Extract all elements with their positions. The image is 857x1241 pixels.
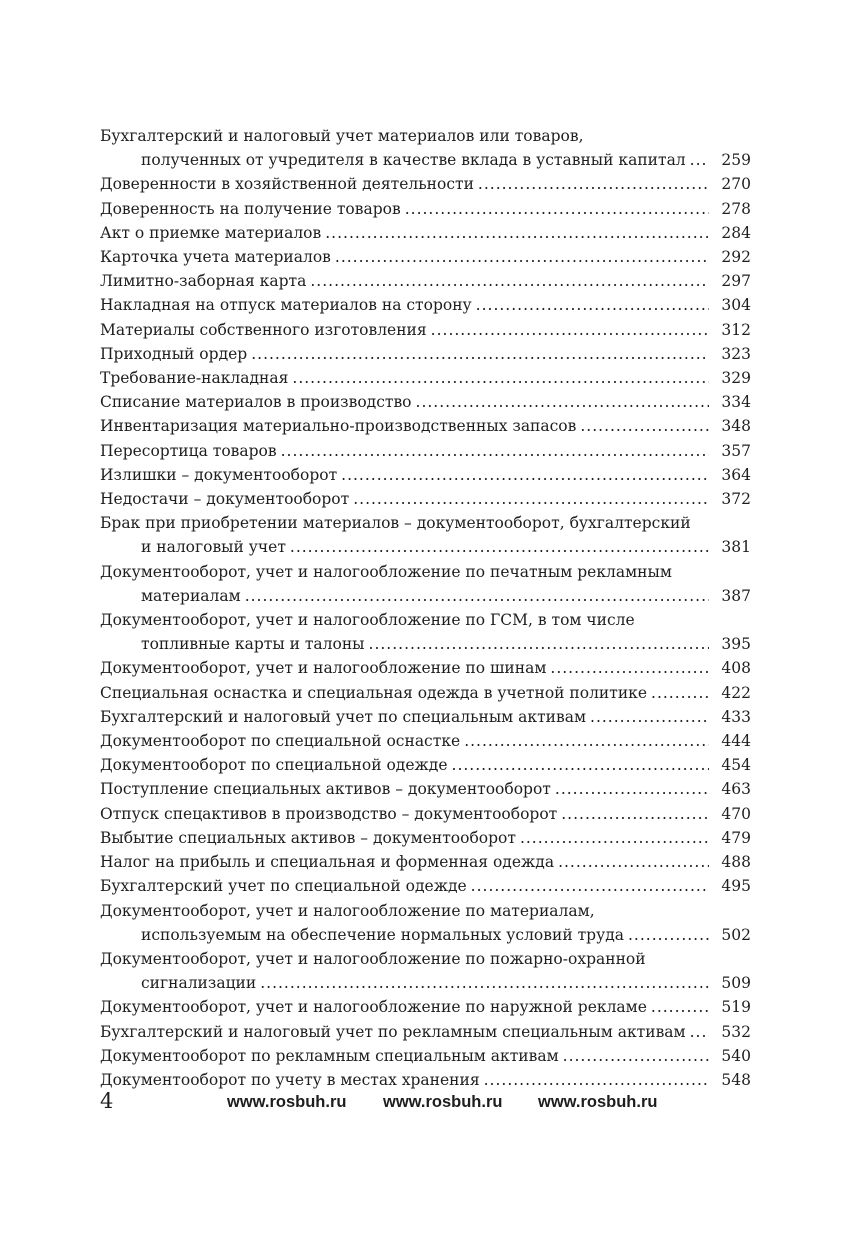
toc-page-number: 488	[721, 853, 751, 872]
toc-entry-line	[100, 439, 751, 463]
toc-entry[interactable]	[100, 390, 751, 414]
toc-entry[interactable]	[100, 874, 751, 898]
toc-entry[interactable]	[100, 487, 751, 511]
dot-leader	[464, 729, 709, 753]
toc-entry-line	[100, 681, 751, 705]
dot-leader	[690, 1020, 709, 1044]
toc-entry[interactable]	[100, 269, 751, 293]
dot-leader	[561, 802, 709, 826]
toc-entry-title: Накладная на отпуск материалов на сторону	[100, 296, 472, 315]
toc-entry-title: Выбытие специальных активов – документооборот	[100, 828, 516, 847]
toc-entry-title: Доверенность на получение товаров	[100, 199, 401, 218]
toc-entry[interactable]	[100, 414, 751, 438]
toc-page-number: 334	[721, 393, 751, 412]
dot-leader	[281, 439, 709, 463]
toc-entry[interactable]	[100, 681, 751, 705]
toc-entry-line	[100, 197, 751, 221]
dot-leader	[290, 535, 709, 559]
dot-leader	[325, 221, 709, 245]
toc-entry-title: и налоговый учет	[141, 538, 286, 557]
toc-entry-title: Документооборот по специальной оснастке	[100, 732, 461, 751]
toc-entry-title: Бухгалтерский учет по специальной одежде	[100, 877, 467, 896]
toc-page-number: 387	[721, 586, 751, 605]
toc-entry[interactable]	[100, 656, 751, 680]
toc-page-number: 292	[721, 248, 751, 267]
toc-entry-line	[100, 802, 751, 826]
toc-entry-line	[100, 995, 751, 1019]
toc-entry-line	[100, 245, 751, 269]
toc-entry[interactable]	[100, 705, 751, 729]
dot-leader	[341, 463, 709, 487]
toc-entry-title: Акт о приемке материалов	[100, 223, 322, 242]
toc-entry[interactable]	[100, 753, 751, 777]
dot-leader	[478, 172, 709, 196]
toc-entry-line	[100, 511, 751, 535]
toc-entry-line	[100, 221, 751, 245]
toc-entry-title: используемым на обеспечение нормальных условий труда	[141, 925, 624, 944]
dot-leader	[651, 681, 709, 705]
toc-entry[interactable]	[100, 366, 751, 390]
toc-entry-line	[100, 971, 751, 995]
toc-entry-title: Поступление специальных активов – документооборот	[100, 780, 551, 799]
toc-entry[interactable]	[100, 1020, 751, 1044]
toc-entry-line	[100, 366, 751, 390]
toc-entry-title: топливные карты и талоны	[141, 635, 365, 654]
toc-entry-line	[100, 148, 751, 172]
dot-leader	[245, 584, 709, 608]
toc-page-number: 297	[721, 272, 751, 291]
toc-page-number: 408	[721, 659, 751, 678]
toc-entry[interactable]	[100, 777, 751, 801]
toc-entry-line	[100, 342, 751, 366]
toc-entry[interactable]	[100, 899, 751, 947]
toc-entry-title: Документооборот, учет и налогообложение по наружной рекламе	[100, 998, 647, 1017]
toc-entry-title: Налог на прибыль и специальная и форменная одежда	[100, 853, 555, 872]
toc-entry-title: Приходный ордер	[100, 344, 248, 363]
dot-leader	[690, 148, 709, 172]
toc-entry[interactable]	[100, 221, 751, 245]
dot-leader	[431, 318, 709, 342]
toc-entry-title: Инвентаризация материально-производственных запасов	[100, 417, 577, 436]
toc-page-number: 479	[721, 828, 751, 847]
toc-page-number: 259	[721, 151, 751, 170]
dot-leader	[335, 245, 709, 269]
toc-page-number: 357	[721, 441, 751, 460]
dot-leader	[563, 1044, 709, 1068]
toc-entry-title: Документооборот по специальной одежде	[100, 756, 448, 775]
toc-entry-line	[100, 1044, 751, 1068]
toc-page-number: 348	[721, 417, 751, 436]
toc-entry[interactable]	[100, 947, 751, 995]
toc-entry-line	[100, 487, 751, 511]
toc-entry-line	[100, 729, 751, 753]
toc-entry-line	[100, 923, 751, 947]
dot-leader	[520, 826, 709, 850]
dot-leader	[476, 293, 709, 317]
toc-entry-line	[100, 1020, 751, 1044]
dot-leader	[550, 656, 709, 680]
toc-entry-line	[100, 705, 751, 729]
toc-entry-line	[100, 899, 751, 923]
toc-page-number: 312	[721, 320, 751, 339]
toc-entry-title: Пересортица товаров	[100, 441, 277, 460]
toc-entry-line	[100, 172, 751, 196]
toc-page-number: 323	[721, 344, 751, 363]
toc-entry[interactable]	[100, 318, 751, 342]
toc-entry[interactable]	[100, 802, 751, 826]
toc-entry-title: полученных от учредителя в качестве вклада в уставный капитал	[141, 151, 686, 170]
toc-entry-title: Документооборот, учет и налогообложение по пожарно-охранной	[100, 949, 646, 968]
dot-leader	[405, 197, 709, 221]
toc-entry-line	[100, 124, 751, 148]
toc-entry-title: Списание материалов в производство	[100, 393, 412, 412]
table-of-contents	[100, 124, 751, 1092]
toc-entry[interactable]	[100, 293, 751, 317]
toc-page-number: 502	[721, 925, 751, 944]
toc-page-number: 364	[721, 465, 751, 484]
toc-entry-title: Документооборот, учет и налогообложение по ГСМ, в том числе	[100, 611, 635, 630]
toc-entry-title: Документооборот, учет и налогообложение по материалам,	[100, 901, 595, 920]
dot-leader	[580, 414, 709, 438]
toc-page-number: 470	[721, 804, 751, 823]
toc-entry[interactable]	[100, 245, 751, 269]
toc-entry[interactable]	[100, 197, 751, 221]
toc-entry-line	[100, 656, 751, 680]
toc-page-number: 532	[721, 1022, 751, 1041]
dot-leader	[310, 269, 709, 293]
toc-entry[interactable]	[100, 995, 751, 1019]
toc-entry-title: Брак при приобретении материалов – документооборот, бухгалтерский	[100, 514, 691, 533]
toc-entry[interactable]	[100, 850, 751, 874]
toc-entry-title: Карточка учета материалов	[100, 248, 331, 267]
toc-entry-line	[100, 463, 751, 487]
toc-page-number: 284	[721, 223, 751, 242]
toc-entry-line	[100, 826, 751, 850]
toc-entry-line	[100, 632, 751, 656]
toc-entry-title: Недостачи – документооборот	[100, 490, 350, 509]
dot-leader	[292, 366, 709, 390]
dot-leader	[555, 777, 709, 801]
toc-entry-title: Доверенности в хозяйственной деятельности	[100, 175, 474, 194]
toc-entry[interactable]	[100, 608, 751, 656]
footer-url[interactable]: www.rosbuh.ru	[538, 1093, 658, 1111]
toc-entry-title: Материалы собственного изготовления	[100, 320, 427, 339]
toc-page-number: 509	[721, 974, 751, 993]
toc-entry-line	[100, 390, 751, 414]
dot-leader	[251, 342, 709, 366]
toc-entry-line	[100, 874, 751, 898]
toc-entry[interactable]	[100, 511, 751, 559]
toc-entry-line	[100, 318, 751, 342]
dot-leader	[416, 390, 709, 414]
toc-entry-line	[100, 753, 751, 777]
toc-entry-title: Лимитно-заборная карта	[100, 272, 307, 291]
toc-page-number: 454	[721, 756, 751, 775]
footer-url[interactable]: www.rosbuh.ru	[383, 1093, 503, 1111]
toc-entry[interactable]	[100, 1044, 751, 1068]
toc-entry[interactable]	[100, 463, 751, 487]
toc-entry-title: Документооборот, учет и налогообложение по печатным рекламным	[100, 562, 672, 581]
dot-leader	[590, 705, 709, 729]
dot-leader	[651, 995, 709, 1019]
toc-entry[interactable]	[100, 124, 751, 172]
toc-page-number: 540	[721, 1046, 751, 1065]
toc-page-number: 422	[721, 683, 751, 702]
toc-entry-title: Бухгалтерский и налоговый учет по рекламным специальным активам	[100, 1022, 686, 1041]
page-number: 4	[100, 1089, 114, 1113]
page-footer	[100, 1089, 751, 1119]
toc-entry-title: Излишки – документооборот	[100, 465, 338, 484]
toc-page-number: 463	[721, 780, 751, 799]
toc-entry-title: материалам	[141, 586, 241, 605]
toc-entry-title: Документооборот, учет и налогообложение по шинам	[100, 659, 547, 678]
toc-entry[interactable]	[100, 729, 751, 753]
toc-page-number: 444	[721, 732, 751, 751]
toc-entry[interactable]	[100, 342, 751, 366]
toc-page-number: 548	[721, 1070, 751, 1089]
toc-entry-line	[100, 584, 751, 608]
toc-entry-line	[100, 414, 751, 438]
toc-entry-line	[100, 560, 751, 584]
toc-entry[interactable]	[100, 172, 751, 196]
dot-leader	[628, 923, 709, 947]
dot-leader	[260, 971, 709, 995]
toc-page-number: 381	[721, 538, 751, 557]
toc-entry[interactable]	[100, 560, 751, 608]
toc-entry-line	[100, 777, 751, 801]
toc-entry[interactable]	[100, 826, 751, 850]
toc-page-number: 395	[721, 635, 751, 654]
toc-entry-line	[100, 608, 751, 632]
toc-entry-title: Бухгалтерский и налоговый учет по специальным активам	[100, 707, 587, 726]
dot-leader	[353, 487, 709, 511]
toc-entry-line	[100, 947, 751, 971]
toc-entry-title: Специальная оснастка и специальная одежда в учетной политике	[100, 683, 648, 702]
toc-page-number: 433	[721, 707, 751, 726]
toc-entry-line	[100, 269, 751, 293]
dot-leader	[471, 874, 709, 898]
toc-entry-title: Документооборот по рекламным специальным активам	[100, 1046, 559, 1065]
toc-entry-title: сигнализации	[141, 974, 257, 993]
toc-entry-line	[100, 535, 751, 559]
dot-leader	[452, 753, 709, 777]
dot-leader	[558, 850, 709, 874]
toc-page-number: 278	[721, 199, 751, 218]
toc-page-number: 270	[721, 175, 751, 194]
toc-page-number: 304	[721, 296, 751, 315]
toc-entry-title: Отпуск спецактивов в производство – документооборот	[100, 804, 558, 823]
dot-leader	[369, 632, 709, 656]
toc-entry-line	[100, 293, 751, 317]
toc-page-number: 495	[721, 877, 751, 896]
toc-entry-line	[100, 850, 751, 874]
footer-url[interactable]: www.rosbuh.ru	[227, 1093, 347, 1111]
toc-entry[interactable]	[100, 439, 751, 463]
toc-entry-title: Бухгалтерский и налоговый учет материалов или товаров,	[100, 127, 584, 145]
toc-entry-title: Требование-накладная	[100, 369, 289, 388]
toc-page-number: 372	[721, 490, 751, 509]
toc-entry-title: Документооборот по учету в местах хранения	[100, 1070, 480, 1089]
toc-page-number: 329	[721, 369, 751, 388]
toc-page-number: 519	[721, 998, 751, 1017]
